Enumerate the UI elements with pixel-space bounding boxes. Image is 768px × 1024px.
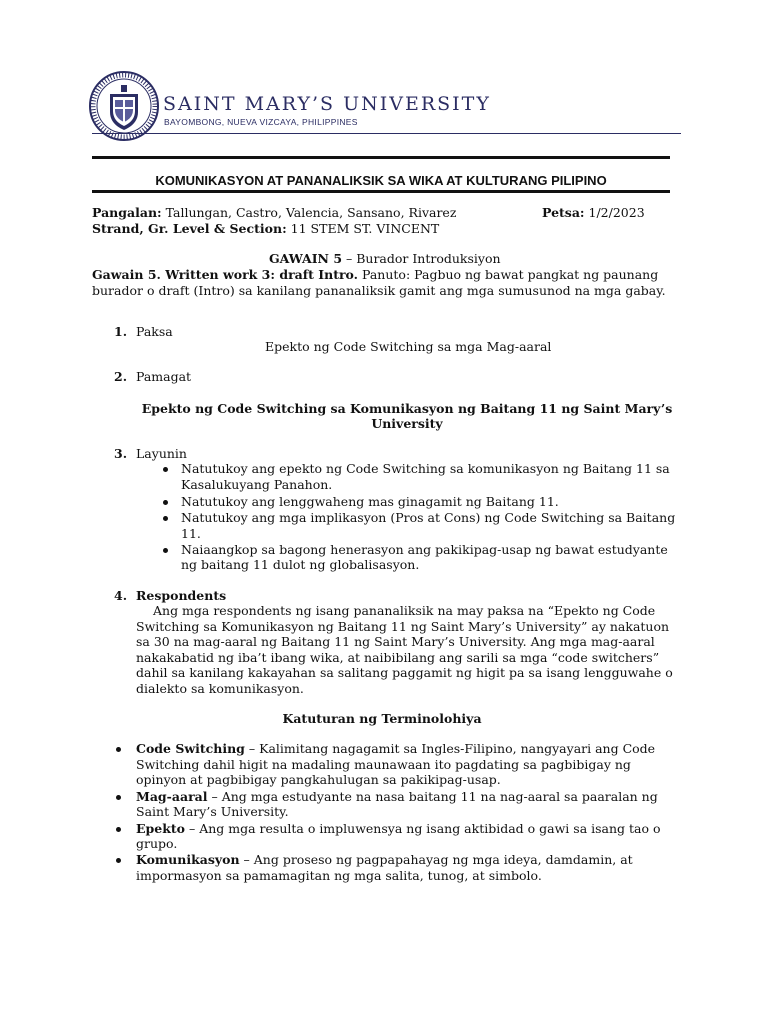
strand-line bbox=[92, 221, 439, 237]
objective-3-line-2: 11. bbox=[181, 526, 201, 541]
term-1-line-3: opinyon at pagbibigay pangkahulugan sa pakikipag-usap. bbox=[136, 772, 501, 787]
section-3-number: 3. bbox=[114, 446, 128, 461]
term-3-line-1 bbox=[136, 821, 661, 837]
respondents-line-4: nakakabatid ng iba’t ibang wika, at naibibilang ang sarili sa mga “code switchers” bbox=[136, 650, 660, 665]
activity-title-bold: GAWAIN 5 bbox=[269, 251, 343, 266]
section-2-number: 2. bbox=[114, 369, 128, 384]
name-label: Pangalan: bbox=[92, 205, 162, 220]
respondents-line-6: dialekto sa komunikasyon. bbox=[136, 681, 304, 696]
university-name: SAINT MARY’S UNIVERSITY bbox=[163, 93, 491, 115]
respondents-line-1: Ang mga respondents ng isang pananaliksik na may paksa na “Epekto ng Code bbox=[153, 603, 656, 618]
respondents-line-2: Switching sa Komunikasyon ng Baitang 11 ng Saint Mary’s University” ay nakatuon bbox=[136, 619, 670, 634]
term-1-line-2: Switching dahil higit na madaling maunawaan ito pagdating sa pagbibigay ng bbox=[136, 757, 631, 772]
title-bottom-rule bbox=[92, 190, 670, 193]
name-value: Tallungan, Castro, Valencia, Sansano, Rivarez bbox=[161, 205, 457, 220]
activity-line-1 bbox=[92, 267, 658, 283]
term-3-def-1: – Ang mga resulta o impluwensya ng isang aktibidad o gawi sa isang tao o bbox=[185, 821, 661, 836]
bullet-icon bbox=[116, 858, 121, 863]
section-3-label: Layunin bbox=[136, 446, 187, 461]
objective-3-line-1: Natutukoy ang mga implikasyon (Pros at Cons) ng Code Switching sa Baitang bbox=[181, 510, 676, 525]
term-1-def-1: – Kalimitang nagagamit sa Ingles-Filipino, nangyayari ang Code bbox=[244, 741, 656, 756]
activity-title-rest: – Burador Introduksiyon bbox=[342, 251, 501, 266]
respondents-line-3: sa 30 na mag-aaral ng Baitang 11 ng Saint Mary’s University. Ang mga mag-aaral bbox=[136, 634, 655, 649]
date-value: 1/2/2023 bbox=[584, 205, 645, 220]
term-1-line-1 bbox=[136, 741, 655, 757]
section-2-title-line-2: University bbox=[371, 416, 443, 431]
objective-4-line-2: ng baitang 11 dulot ng globalisasyon. bbox=[181, 557, 420, 572]
date-line bbox=[542, 205, 645, 221]
name-line bbox=[92, 205, 456, 221]
strand-value: 11 STEM ST. VINCENT bbox=[286, 221, 440, 236]
term-4-line-1 bbox=[136, 852, 633, 868]
term-2-def-1: – Ang mga estudyante na nasa baitang 11 na nag-aaral sa paaralan ng bbox=[207, 789, 658, 804]
section-1-value: Epekto ng Code Switching sa mga Mag-aaral bbox=[265, 339, 552, 354]
bullet-icon bbox=[163, 467, 168, 472]
term-2-line-2: Saint Mary’s University. bbox=[136, 804, 289, 819]
objective-1-line-2: Kasalukuyang Panahon. bbox=[181, 477, 333, 492]
document-title: KOMUNIKASYON AT PANANALIKSIK SA WIKA AT KULTURANG PILIPINO bbox=[155, 173, 607, 188]
term-3-line-2: grupo. bbox=[136, 836, 178, 851]
bullet-icon bbox=[163, 500, 168, 505]
terminology-heading: Katuturan ng Terminolohiya bbox=[282, 711, 482, 726]
term-3-name: Epekto bbox=[136, 821, 185, 836]
strand-label: Strand, Gr. Level & Section: bbox=[92, 221, 287, 236]
term-2-name: Mag-aaral bbox=[136, 789, 208, 804]
section-2-title-line-1: Epekto ng Code Switching sa Komunikasyon ng Baitang 11 ng Saint Mary’s bbox=[141, 401, 673, 416]
respondents-line-5: dahil sa kanilang kakayahan sa salitang paggamit ng higit pa sa isang lengguwahe o bbox=[136, 665, 673, 680]
bullet-icon bbox=[116, 747, 121, 752]
bullet-icon bbox=[116, 795, 121, 800]
bullet-icon bbox=[116, 827, 121, 832]
objective-1-line-1: Natutukoy ang epekto ng Code Switching sa komunikasyon ng Baitang 11 sa bbox=[181, 461, 670, 476]
activity-line-1-bold: Gawain 5. Written work 3: draft Intro. bbox=[92, 267, 359, 282]
objective-2-line-1: Natutukoy ang lenggwaheng mas ginagamit ng Baitang 11. bbox=[181, 494, 559, 509]
term-1-name: Code Switching bbox=[136, 741, 245, 756]
header-divider bbox=[92, 133, 681, 134]
section-4-label: Respondents bbox=[136, 588, 227, 603]
section-4-number: 4. bbox=[114, 588, 128, 603]
activity-title bbox=[269, 251, 501, 267]
term-4-name: Komunikasyon bbox=[136, 852, 240, 867]
title-top-rule bbox=[92, 156, 670, 159]
activity-line-1-rest: Panuto: Pagbuo ng bawat pangkat ng paunang bbox=[358, 267, 659, 282]
term-2-line-1 bbox=[136, 789, 658, 805]
objective-4-line-1: Naiaangkop sa bagong henerasyon ang pakikipag-usap ng bawat estudyante bbox=[181, 542, 668, 557]
date-label: Petsa: bbox=[542, 205, 585, 220]
university-seal-icon bbox=[88, 70, 160, 142]
section-1-number: 1. bbox=[114, 324, 128, 339]
section-1-label: Paksa bbox=[136, 324, 173, 339]
bullet-icon bbox=[163, 548, 168, 553]
university-location: BAYOMBONG, NUEVA VIZCAYA, PHILIPPINES bbox=[164, 117, 358, 127]
term-4-def-1: – Ang proseso ng pagpapahayag ng mga ideya, damdamin, at bbox=[239, 852, 633, 867]
term-4-line-2: impormasyon sa pamamagitan ng mga salita, tunog, at simbolo. bbox=[136, 868, 542, 883]
bullet-icon bbox=[163, 516, 168, 521]
activity-line-2: burador o draft (Intro) sa kanilang pananaliksik gamit ang mga sumusunod na mga gabay. bbox=[92, 283, 666, 298]
section-2-label: Pamagat bbox=[136, 369, 192, 384]
